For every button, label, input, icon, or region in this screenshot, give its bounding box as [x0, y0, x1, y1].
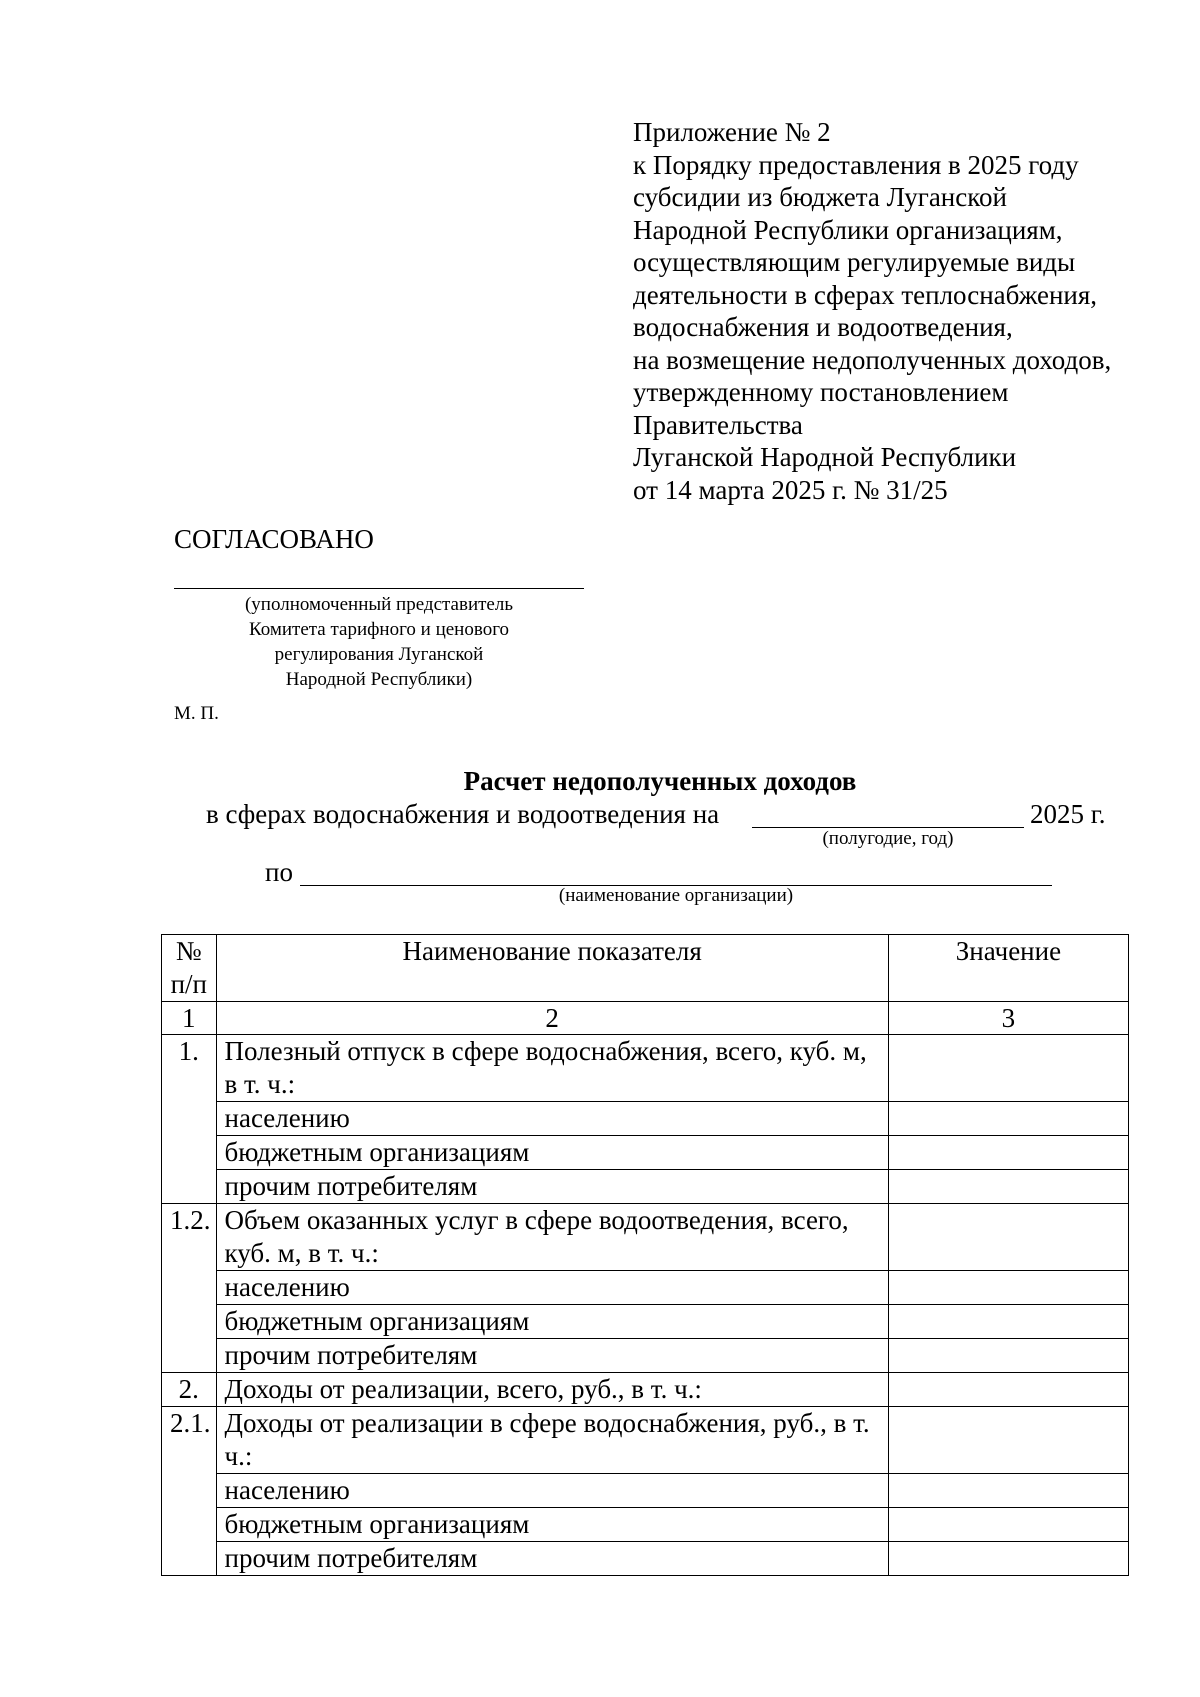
row-value[interactable] [888, 1271, 1128, 1305]
row-name: Доходы от реализации, всего, руб., в т. ч.: [216, 1373, 888, 1407]
row-number: 1. [162, 1035, 217, 1204]
row-name: Объем оказанных услуг в сфере водоотведения, всего, куб. м, в т. ч.: [216, 1204, 888, 1271]
signature-line [174, 588, 584, 589]
table-row [162, 1102, 1129, 1136]
row-name: населению [216, 1474, 888, 1508]
stamp-place: М. П. [174, 703, 219, 724]
document-subtitle: в сферах водоснабжения и водоотведения на [206, 799, 720, 829]
table-row [162, 1474, 1129, 1508]
row-value[interactable] [888, 1204, 1128, 1271]
row-value[interactable] [888, 1170, 1128, 1204]
annex-line: Правительства [633, 409, 803, 440]
row-value[interactable] [888, 1508, 1128, 1542]
table-row [162, 1204, 1129, 1271]
annex-line: к Порядку предоставления в 2025 году [633, 149, 1079, 180]
row-value[interactable] [888, 1035, 1128, 1102]
header-num: № п/п [162, 935, 217, 1002]
signature-caption-line: Комитета тарифного и ценового [248, 619, 510, 640]
table-row [162, 1170, 1129, 1204]
signature-caption-line: (уполномоченный представитель [244, 594, 513, 615]
row-name: прочим потребителям [216, 1542, 888, 1576]
organization-prefix: по [265, 857, 293, 887]
row-value[interactable] [888, 1305, 1128, 1339]
annex-line: Народной Республики организациям, [633, 214, 1063, 245]
table-row [162, 1508, 1129, 1542]
annex-line: осуществляющим регулируемые виды [633, 247, 1076, 277]
row-name: прочим потребителям [216, 1170, 888, 1204]
signature-caption-line: регулирования Луганской [274, 644, 484, 665]
document-title: Расчет недополученных доходов [463, 766, 857, 796]
period-caption: (полугодие, год) [822, 828, 954, 849]
row-value[interactable] [888, 1407, 1128, 1474]
column-index: 1 [162, 1002, 217, 1035]
annex-line: Луганской Народной Республики [633, 442, 1017, 472]
table-row [162, 1339, 1129, 1373]
table-row [162, 1271, 1129, 1305]
annex-line: утвержденному постановлением [633, 377, 1009, 407]
row-name: бюджетным организациям [216, 1305, 888, 1339]
annex-line: субсидии из бюджета Луганской [633, 182, 1007, 212]
header-value: Значение [888, 935, 1128, 1002]
row-value[interactable] [888, 1136, 1128, 1170]
row-name: бюджетным организациям [216, 1508, 888, 1542]
row-name: населению [216, 1102, 888, 1136]
row-name: бюджетным организациям [216, 1136, 888, 1170]
row-name: Полезный отпуск в сфере водоснабжения, всего, куб. м, в т. ч.: [216, 1035, 888, 1102]
header-name: Наименование показателя [216, 935, 888, 1002]
row-value[interactable] [888, 1373, 1128, 1407]
row-value[interactable] [888, 1542, 1128, 1576]
signature-caption [174, 592, 584, 692]
row-value[interactable] [888, 1102, 1128, 1136]
column-index: 3 [888, 1002, 1128, 1035]
annex-line: водоснабжения и водоотведения, [633, 312, 1013, 342]
row-number: 1.2. [162, 1204, 217, 1373]
annex-reference [633, 116, 1173, 506]
table-header-row [162, 935, 1129, 1002]
row-name: прочим потребителям [216, 1339, 888, 1373]
row-value[interactable] [888, 1339, 1128, 1373]
column-index-row [162, 1002, 1129, 1035]
table-row [162, 1305, 1129, 1339]
table-row [162, 1407, 1129, 1474]
period-year: 2025 г. [1030, 799, 1106, 829]
row-number: 2.1. [162, 1407, 217, 1576]
row-number: 2. [162, 1373, 217, 1407]
organization-caption: (наименование организации) [558, 885, 794, 906]
row-name: населению [216, 1271, 888, 1305]
annex-line: Приложение № 2 [633, 117, 831, 147]
row-name: Доходы от реализации в сфере водоснабжения, руб., в т. ч.: [216, 1407, 888, 1474]
annex-line: от 14 марта 2025 г. № 31/25 [633, 474, 948, 505]
calculation-table [161, 934, 1129, 1576]
row-value[interactable] [888, 1474, 1128, 1508]
table-row [162, 1035, 1129, 1102]
table-row [162, 1136, 1129, 1170]
table-row [162, 1542, 1129, 1576]
annex-line: на возмещение недополученных доходов, [633, 344, 1112, 375]
annex-line: деятельности в сферах теплоснабжения, [633, 279, 1098, 310]
table-row [162, 1373, 1129, 1407]
approval-title: СОГЛАСОВАНО [174, 524, 374, 554]
column-index: 2 [216, 1002, 888, 1035]
signature-caption-line: Народной Республики) [285, 669, 473, 690]
